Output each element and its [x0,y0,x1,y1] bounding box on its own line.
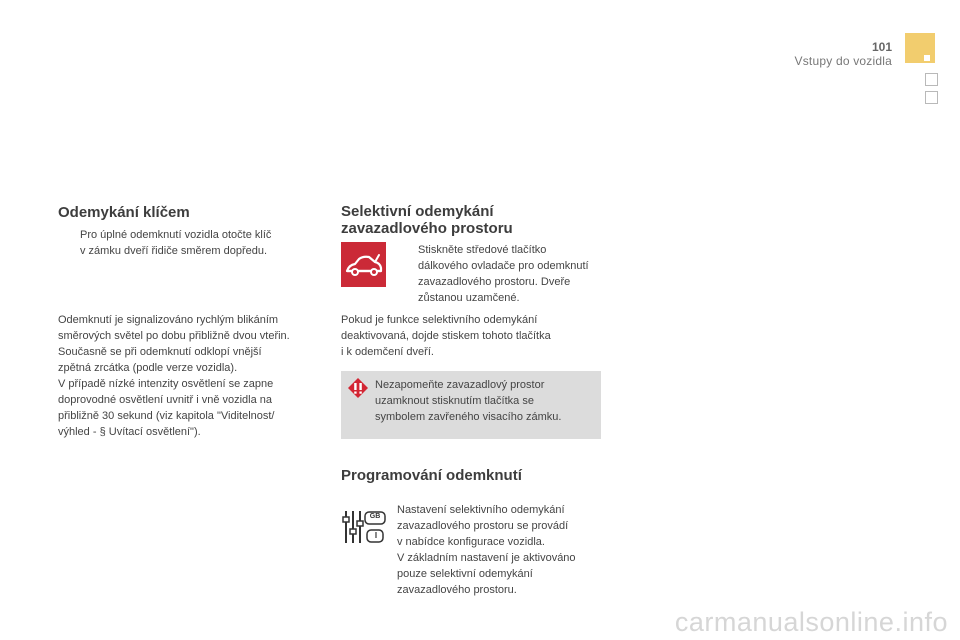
page-number: 101 [871,40,892,54]
text-line: v zámku dveří řidiče směrem dopředu. [80,245,268,257]
text-line: Nastavení selektivního odemykání [397,504,565,516]
chapter-title: Vstupy do vozidla [794,54,892,68]
section-title-programming: Programování odemknutí [341,467,522,484]
warning-icon [347,377,369,399]
title-line: Selektivní odemykání [341,203,494,220]
text-line: Stiskněte středové tlačítko [418,244,547,256]
programming-text [397,502,576,598]
text-line: uzamknout stisknutím tlačítka se [375,395,534,407]
warning-text [375,377,561,425]
text-line: symbolem zavřeného visacího zámku. [375,411,562,423]
selective-unlock-bullet [418,242,589,306]
text-line: Pokud je funkce selektivního odemykání [341,314,538,326]
text-line: zavazadlového prostoru. [397,584,517,596]
text-line: V základním nastavení je aktivováno [397,552,576,564]
tab-box-empty [925,91,938,104]
text-line: zůstanou uzamčené. [418,292,520,304]
text-line: doprovodné osvětlení uvnitř i vně vozidla na [58,394,273,406]
text-line: přibližně 30 sekund (viz kapitola "Viditelnost/ [58,410,275,422]
text-line: Odemknutí je signalizováno rychlým blikáním [58,314,279,326]
section-title-key-unlocking: Odemykání klíčem [58,204,190,221]
watermark: carmanualsonline.info [674,607,948,637]
text-line: Pro úplné odemknutí vozidla otočte klíč [80,229,272,241]
selective-unlock-paragraph [341,312,551,360]
language-badge-i: I [374,531,378,540]
key-unlock-paragraph [58,312,290,440]
text-line: výhled - § Uvítací osvětlení"). [58,426,201,438]
text-line: dálkového ovladače pro odemknutí [418,260,589,272]
text-line: V případě nízké intenzity osvětlení se zapne [58,378,274,390]
text-line: Nezapomeňte zavazadlový prostor [375,379,545,391]
text-line: směrových světel po dobu přibližně dvou vteřin. [58,330,290,342]
section-title-selective-unlocking [341,203,513,237]
chapter-tab-marker [905,33,935,63]
tab-box-empty [925,73,938,86]
language-badge-gb: GB [369,513,381,520]
key-unlock-bullet [80,227,271,259]
remote-trunk-button-icon [341,242,386,287]
car-trunk-icon [341,242,386,287]
text-line: Současně se při odemknutí odklopí vnější [58,346,262,358]
warning-box [341,371,601,439]
title-line: zavazadlového prostoru [341,220,513,237]
text-line: zavazadlového prostoru. Dveře [418,276,571,288]
text-line: pouze selektivní odemykání [397,568,533,580]
text-line: v nabídce konfigurace vozidla. [397,536,545,548]
text-line: deaktivovaná, dojde stiskem tohoto tlačítka [341,330,551,342]
text-line: zavazadlového prostoru se provádí [397,520,569,532]
configuration-menu-icon [341,509,387,545]
text-line: zpětná zrcátka (podle verze vozidla). [58,362,238,374]
text-line: i k odemčení dveří. [341,346,434,358]
